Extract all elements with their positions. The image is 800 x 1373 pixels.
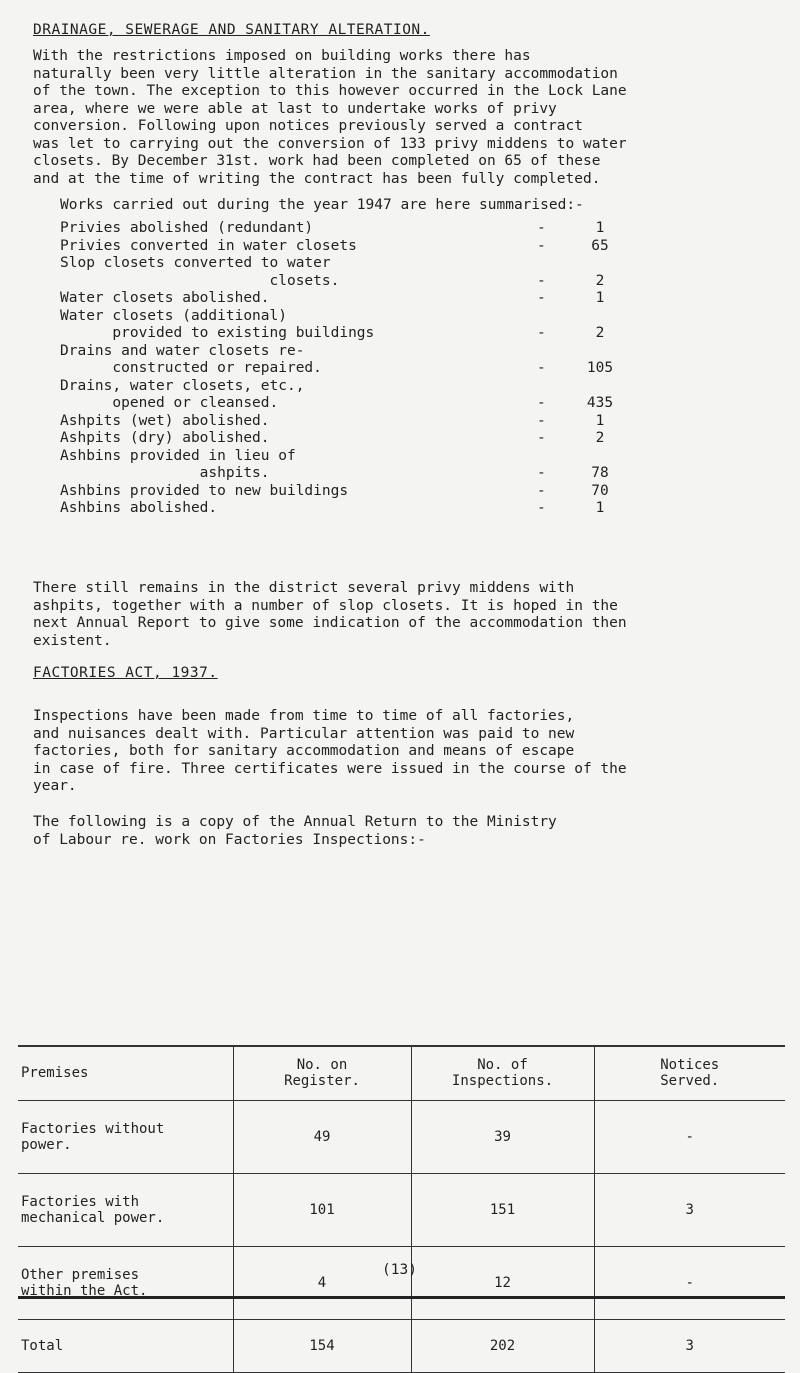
- works-item-label: Ashpits (wet) abolished.: [60, 412, 270, 429]
- works-item-value: 105: [586, 360, 614, 376]
- works-item-dash: -: [537, 290, 546, 306]
- table-cell: Factories without power.: [18, 1101, 233, 1174]
- works-item-dash: -: [537, 237, 546, 254]
- table-cell: Other premises within the Act.: [18, 1247, 233, 1320]
- drainage-paragraph: With the restrictions imposed on building works there has naturally been very little alteration in the sanitary accommodation of the town. The exception to this however occurred in the Lock Lane area, where we were able at last to undertake works of privy conversion. Following upon notices previously served a contract was let to carrying out the conversion of 133 privy middens to water closets. By December 31st. work had been completed on 65 of these and at the time of writing the contract has been fully completed.: [33, 48, 627, 187]
- table-row: [18, 1101, 785, 1174]
- works-item: [0, 307, 800, 341]
- table-header-cell: Premises: [18, 1046, 233, 1101]
- works-item-dash: -: [537, 482, 546, 499]
- works-item-value: 1: [595, 412, 605, 429]
- works-item-dash: -: [537, 500, 546, 516]
- table-cell: 49: [233, 1101, 411, 1174]
- table-cell: 154: [233, 1320, 411, 1373]
- works-item-value: 78: [591, 465, 609, 481]
- works-item-dash: -: [537, 395, 546, 411]
- works-item-label: Ashbins abolished.: [60, 500, 218, 516]
- table-cell: Total: [18, 1320, 233, 1373]
- works-item-dash: -: [537, 412, 546, 429]
- works-item: [0, 342, 800, 376]
- works-item-label: Slop closets converted to water closets.: [60, 255, 340, 289]
- works-item-label: Ashpits (dry) abolished.: [60, 430, 270, 446]
- works-item-value: 2: [595, 325, 605, 341]
- table-header-cell: No. on Register.: [233, 1046, 411, 1101]
- works-item-label: Privies converted in water closets: [60, 237, 357, 254]
- remaining-paragraph: There still remains in the district several privy middens with ashpits, together with a number of slop closets. It is hoped in the next Annual Report to give some indication of the accommodation then existent.: [33, 580, 627, 649]
- table-cell: 101: [233, 1174, 411, 1247]
- works-item-value: 435: [586, 395, 614, 411]
- works-item: [0, 290, 800, 308]
- table-header-cell: No. of Inspections.: [411, 1046, 594, 1101]
- table-cell: 4: [233, 1247, 411, 1320]
- table-row: [18, 1174, 785, 1247]
- works-item-label: Ashbins provided to new buildings: [60, 482, 349, 499]
- works-item-label: Water closets abolished.: [60, 290, 270, 306]
- table-bottom-rule: [18, 1296, 785, 1299]
- works-intro: Works carried out during the year 1947 are here summarised:-: [60, 197, 584, 213]
- works-item-label: Drains and water closets re- constructed or repaired.: [60, 342, 322, 376]
- works-item-dash: -: [537, 430, 546, 446]
- works-item-dash: -: [537, 220, 546, 236]
- works-item-value: 1: [595, 220, 605, 236]
- table-cell: 151: [411, 1174, 594, 1247]
- works-item: [0, 500, 800, 518]
- table-cell: 3: [594, 1174, 785, 1247]
- section-heading-drainage: DRAINAGE, SEWERAGE AND SANITARY ALTERATION.: [33, 22, 430, 38]
- works-item: [0, 430, 800, 448]
- works-item-value: 65: [591, 237, 609, 254]
- works-item: [0, 377, 800, 411]
- table-header-row: [18, 1046, 785, 1101]
- section-heading-factories: FACTORIES ACT, 1937.: [33, 665, 218, 681]
- factories-inspection-table: [18, 1045, 785, 1373]
- table-header-cell: Notices Served.: [594, 1046, 785, 1101]
- works-item-dash: -: [537, 360, 546, 376]
- works-item-dash: -: [537, 325, 546, 341]
- table-row: [18, 1247, 785, 1320]
- works-item: [0, 483, 800, 501]
- page-number: (13): [382, 1262, 417, 1278]
- works-item-label: Ashbins provided in lieu of ashpits.: [60, 447, 296, 481]
- works-item-label: Privies abolished (redundant): [60, 220, 314, 236]
- table-cell: Factories with mechanical power.: [18, 1174, 233, 1247]
- works-item: [0, 447, 800, 481]
- table-cell: 12: [411, 1247, 594, 1320]
- works-item: [0, 413, 800, 431]
- works-item-value: 70: [591, 482, 609, 499]
- works-item-value: 1: [595, 500, 605, 516]
- table-row: [18, 1320, 785, 1373]
- works-item-value: 2: [595, 272, 605, 289]
- factories-paragraph: Inspections have been made from time to time of all factories, and nuisances dealt with. Particular attention was paid to new factories, both for sanitary accommodation and means of escape in case of fire. Three certificates were issued in the course of the year.: [33, 708, 627, 794]
- works-item-value: 1: [595, 290, 605, 306]
- table-cell: -: [594, 1247, 785, 1320]
- works-item-value: 2: [595, 430, 605, 446]
- works-item: [0, 238, 800, 256]
- works-item-label: Water closets (additional) provided to existing buildings: [60, 307, 375, 341]
- works-item: [0, 220, 800, 238]
- works-item-label: Drains, water closets, etc., opened or cleansed.: [60, 377, 305, 411]
- table-cell: -: [594, 1101, 785, 1174]
- table-cell: 202: [411, 1320, 594, 1373]
- works-item-dash: -: [537, 465, 546, 481]
- table-cell: 39: [411, 1101, 594, 1174]
- annual-return-intro: The following is a copy of the Annual Return to the Ministry of Labour re. work on Factories Inspections:-: [33, 814, 557, 848]
- works-item-dash: -: [537, 272, 546, 289]
- works-item: [0, 255, 800, 289]
- table-cell: 3: [594, 1320, 785, 1373]
